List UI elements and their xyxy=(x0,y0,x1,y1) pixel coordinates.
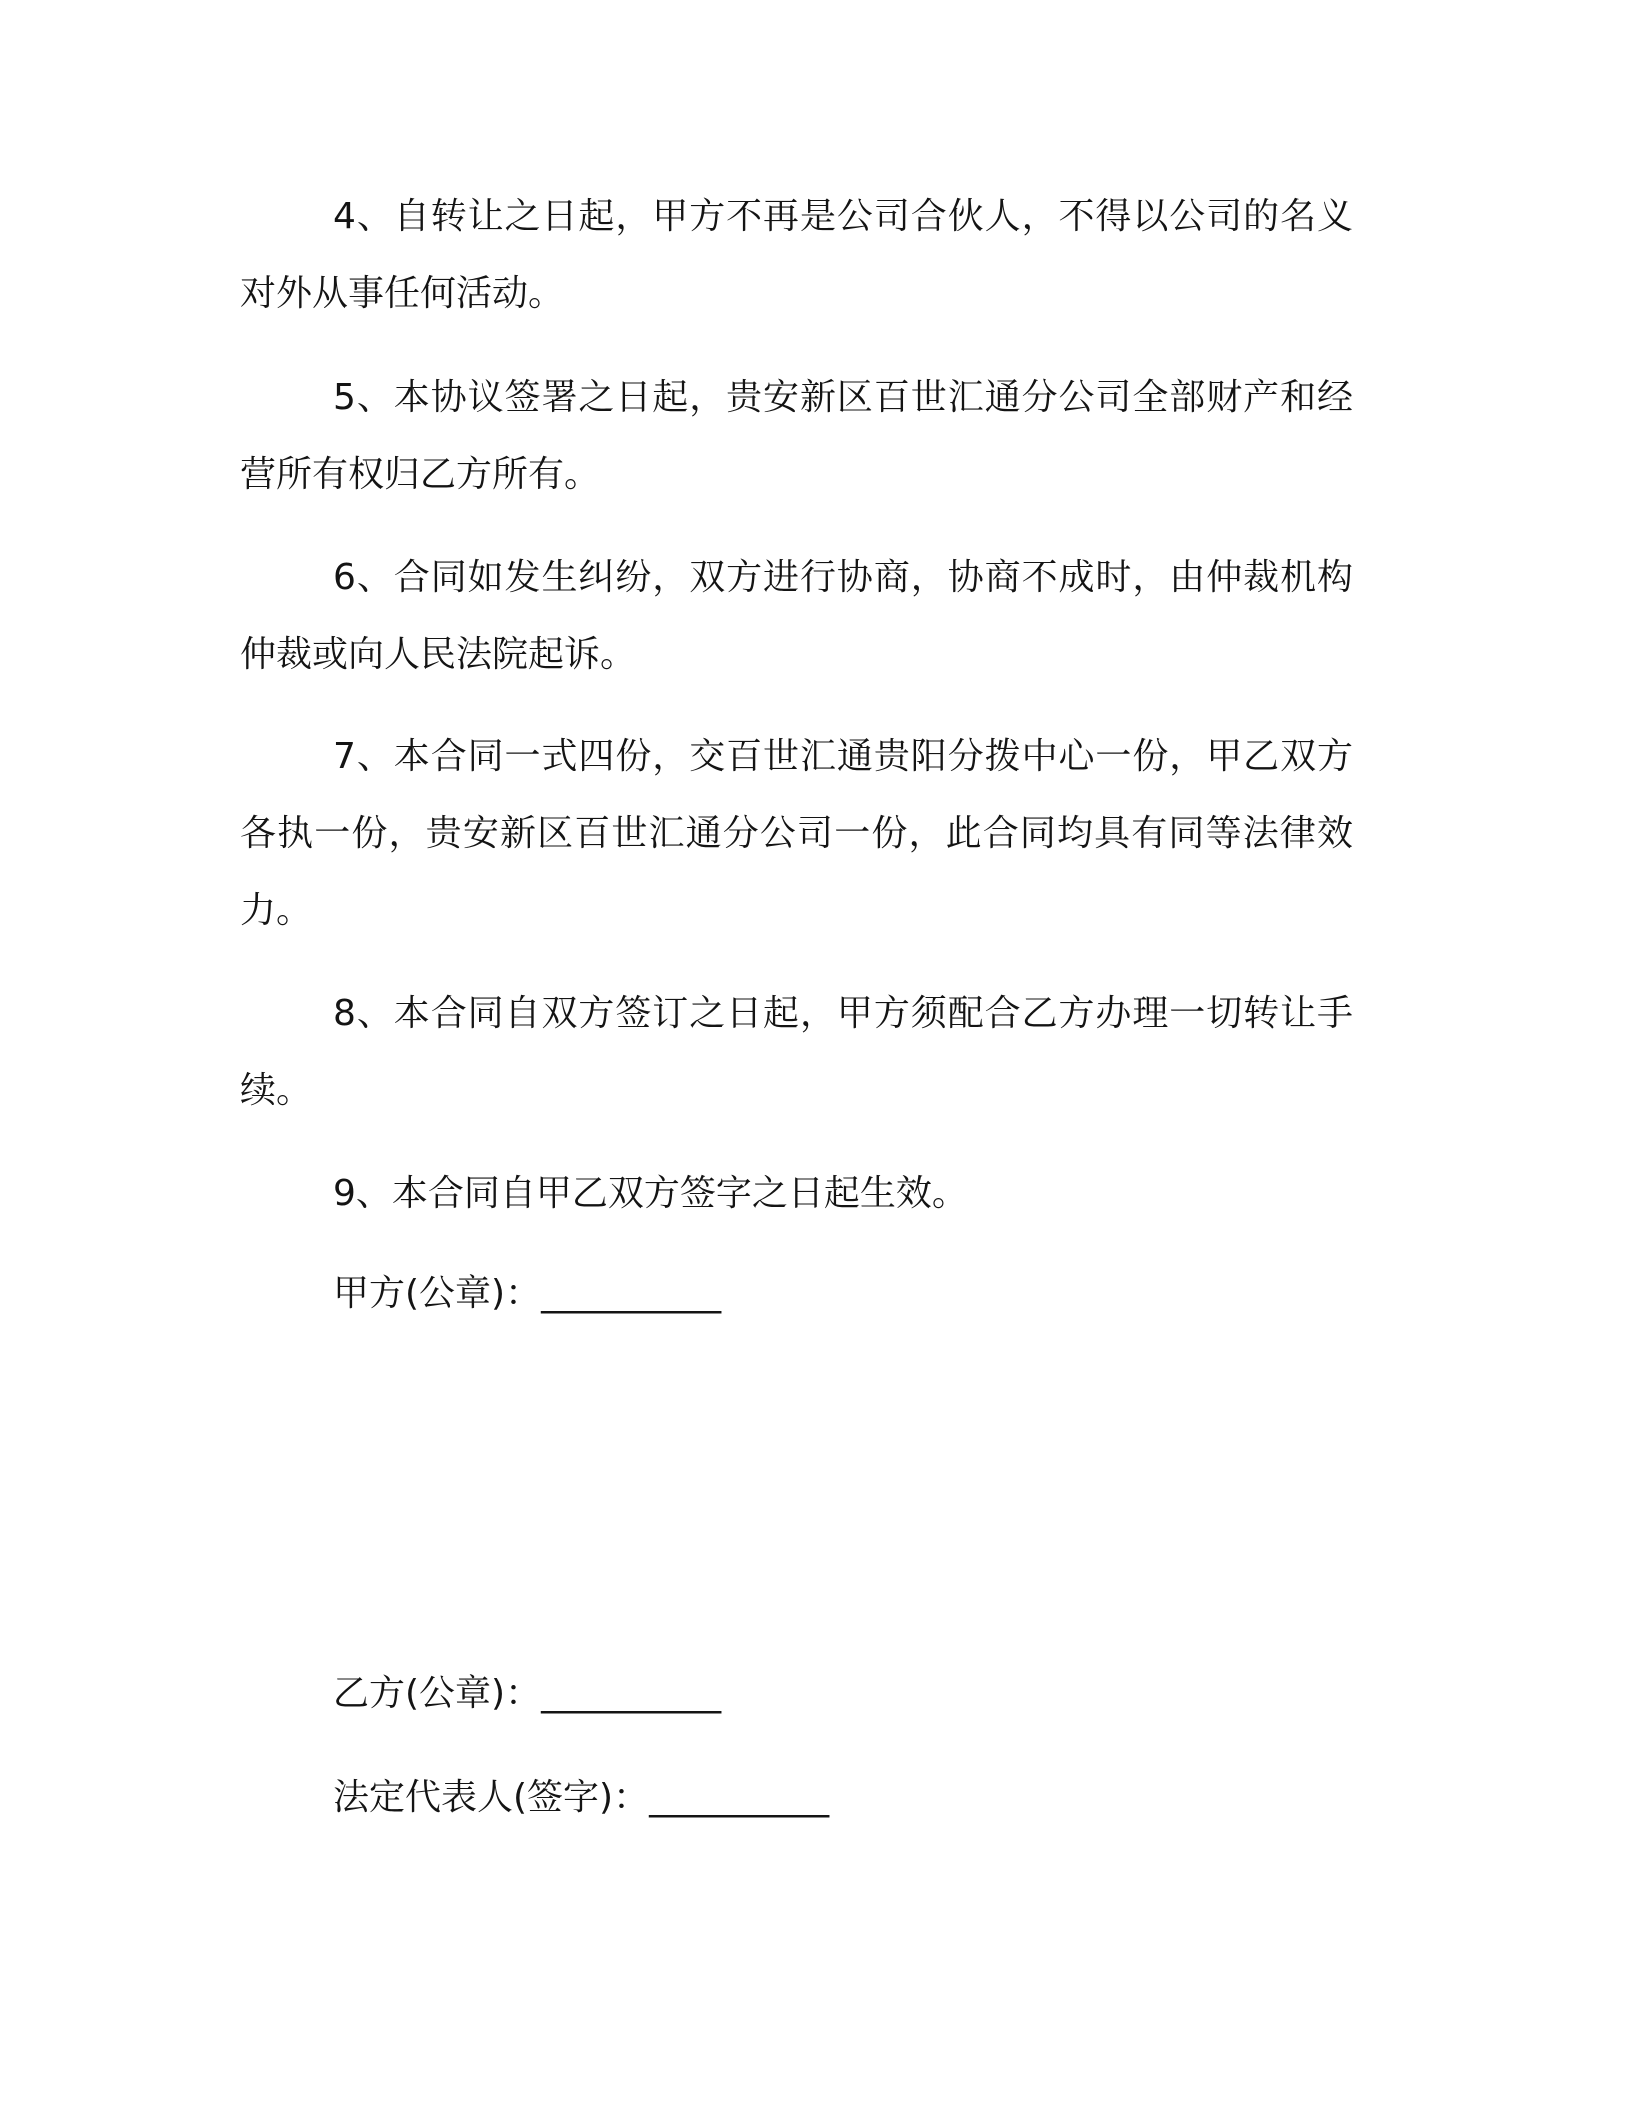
clause-6 xyxy=(240,539,1353,693)
clause-line: 对外从事任何活动。 xyxy=(240,273,565,314)
signature-legal-representative xyxy=(333,1759,829,1836)
clause-line: 营所有权归乙方所有。 xyxy=(240,454,601,495)
clause-5 xyxy=(240,359,1353,513)
clause-line: 力。 xyxy=(240,890,313,931)
clause-line: 7、本合同一式四份，交百世汇通贵阳分拨中心一份，甲乙双方 xyxy=(333,736,1353,777)
signature-party-a xyxy=(333,1255,721,1332)
clause-line: 9、本合同自甲乙双方签字之日起生效。 xyxy=(333,1173,968,1214)
clause-line: 4、自转让之日起，甲方不再是公司合伙人，不得以公司的名义 xyxy=(333,196,1353,237)
clause-8 xyxy=(240,975,1353,1129)
clause-line: 8、本合同自双方签订之日起，甲方须配合乙方办理一切转让手 xyxy=(333,993,1353,1034)
signature-blank: __________ xyxy=(541,1673,722,1714)
clause-9 xyxy=(240,1155,1353,1232)
clause-line: 6、合同如发生纠纷，双方进行协商，协商不成时，由仲裁机构 xyxy=(333,557,1353,598)
signature-blank: __________ xyxy=(541,1273,722,1314)
signature-label: 甲方(公章)： xyxy=(333,1273,542,1314)
signature-party-b xyxy=(333,1655,721,1732)
clause-line: 续。 xyxy=(240,1070,313,1111)
signature-label: 法定代表人(签字)： xyxy=(333,1777,650,1818)
clause-line: 5、本协议签署之日起，贵安新区百世汇通分公司全部财产和经 xyxy=(333,377,1353,418)
clause-7 xyxy=(240,718,1353,949)
signature-label: 乙方(公章)： xyxy=(333,1673,542,1714)
signature-blank: __________ xyxy=(649,1777,830,1818)
clause-line: 仲裁或向人民法院起诉。 xyxy=(240,634,637,675)
clause-4 xyxy=(240,178,1353,332)
clause-line: 各执一份，贵安新区百世汇通分公司一份，此合同均具有同等法律效 xyxy=(240,813,1353,854)
